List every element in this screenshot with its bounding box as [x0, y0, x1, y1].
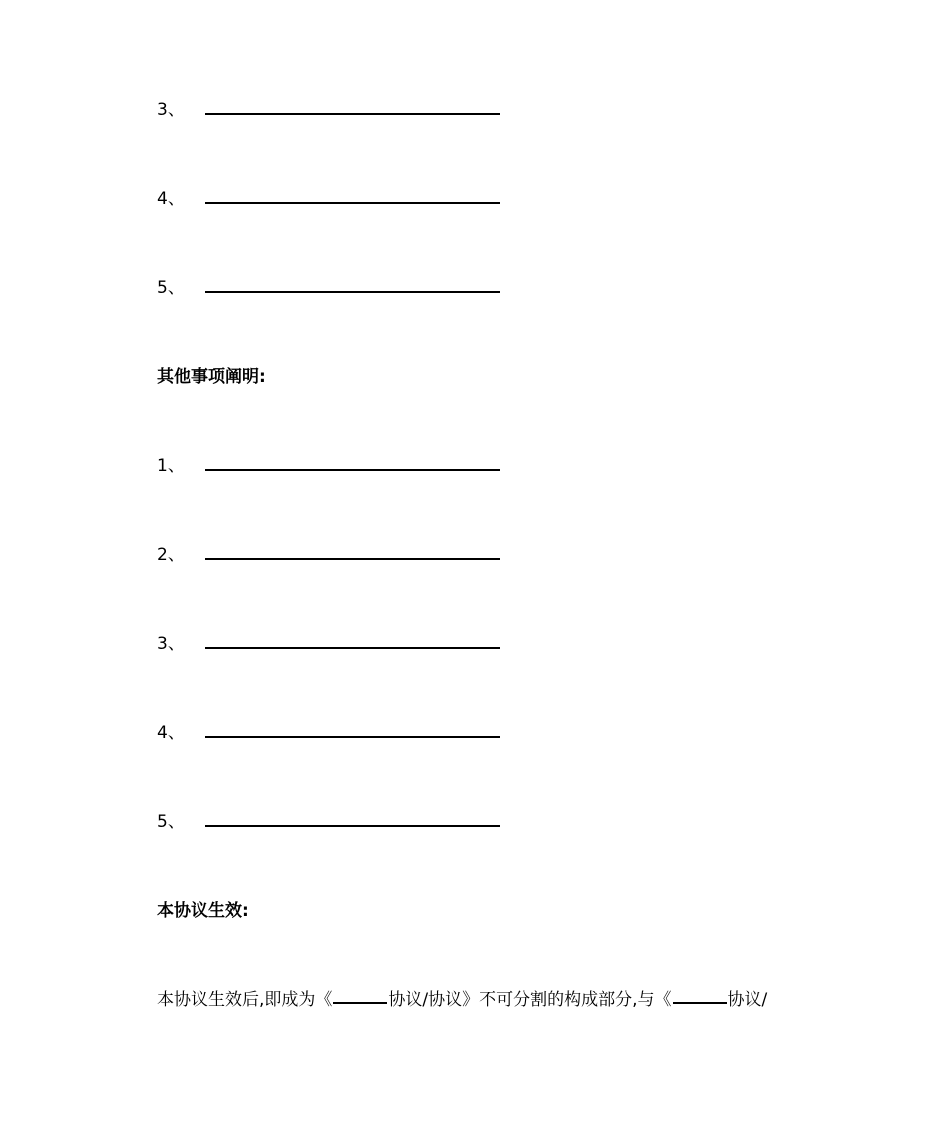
- item-number: 4、: [157, 723, 185, 743]
- item-number: 3、: [157, 634, 185, 654]
- fill-in-blank[interactable]: [205, 291, 500, 293]
- item-number: 5、: [157, 278, 185, 298]
- list-item: [157, 189, 517, 213]
- fill-in-blank[interactable]: [205, 825, 500, 827]
- list-item: [157, 634, 517, 658]
- item-number: 3、: [157, 100, 185, 120]
- section-heading-effectiveness: 本协议生效:: [157, 901, 249, 921]
- item-number: 4、: [157, 189, 185, 209]
- item-number: 2、: [157, 545, 185, 565]
- list-item: [157, 545, 517, 569]
- list-item: [157, 456, 517, 480]
- list-item: [157, 100, 517, 124]
- item-number: 5、: [157, 812, 185, 832]
- list-item: [157, 812, 517, 836]
- paragraph-text: 协议/: [727, 990, 768, 1010]
- effectiveness-paragraph: [157, 989, 767, 1011]
- fill-in-blank[interactable]: [205, 647, 500, 649]
- fill-in-blank[interactable]: [205, 469, 500, 471]
- inline-fill-in-blank[interactable]: [333, 1002, 387, 1004]
- item-number: 1、: [157, 456, 185, 476]
- list-item: [157, 723, 517, 747]
- section-heading-other-matters: 其他事项阐明:: [157, 367, 266, 387]
- fill-in-blank[interactable]: [205, 558, 500, 560]
- paragraph-text: 本协议生效后,即成为《: [157, 990, 333, 1010]
- paragraph-text: 协议/协议》不可分割的构成部分,与《: [388, 990, 672, 1010]
- fill-in-blank[interactable]: [205, 736, 500, 738]
- list-item: [157, 278, 517, 302]
- fill-in-blank[interactable]: [205, 113, 500, 115]
- inline-fill-in-blank[interactable]: [673, 1002, 727, 1004]
- fill-in-blank[interactable]: [205, 202, 500, 204]
